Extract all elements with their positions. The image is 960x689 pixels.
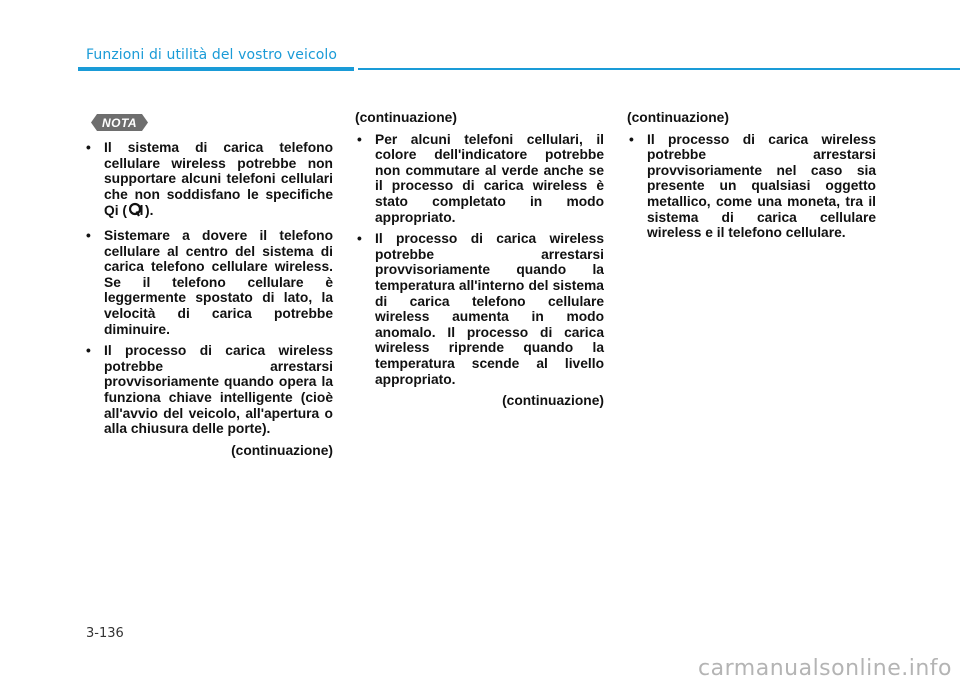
- continuation-heading: (continuazione): [627, 110, 729, 125]
- column-2: [349, 110, 604, 409]
- header-rule-accent: [78, 67, 354, 71]
- section-title: Funzioni di utilità del vostro veicolo: [86, 47, 338, 63]
- watermark: carmanualsonline.info: [698, 656, 952, 681]
- continuation-label: (continuazione): [231, 442, 333, 458]
- page-number: 3-136: [86, 626, 124, 641]
- list-item: • Il sistema di carica telefono cellulare wireless potrebbe non supportare alcuni telefoni cellulari che non soddisfano le specifiche Qi ( ).: [84, 140, 333, 222]
- list-item: • Il processo di carica wireless potrebbe arrestarsi provvisoriamente nel caso sia presente un qualsiasi oggetto metallico, come una moneta, tra il sistema di carica cellulare wireless e il telefono cellulare.: [627, 132, 876, 241]
- header-rule: [358, 68, 960, 70]
- qi-logo-icon: [129, 202, 143, 222]
- column-3: [621, 110, 876, 247]
- note-badge-label: NOTA: [101, 115, 138, 130]
- continuation-heading: (continuazione): [355, 110, 457, 125]
- list-item: • Il processo di carica wireless potrebbe arrestarsi provvisoriamente quando opera la funziona chiave intelligente (cioè all'avvio del veicolo, all'apertura o alla chiusura delle porte).: [84, 343, 333, 437]
- list-item: • Per alcuni telefoni cellulari, il colore dell'indicatore potrebbe non commutare al verde anche se il processo di carica wireless è stato completato in modo appropriato.: [355, 132, 604, 226]
- note-badge: [91, 114, 148, 131]
- continuation-label: (continuazione): [502, 393, 604, 409]
- list-item: • Il processo di carica wireless potrebbe arrestarsi provvisoriamente quando la temperatura all'interno del sistema di carica telefono cellulare wireless aumenta in modo anomalo. Il processo di carica wireless riprende quando la temperatura scende al livello appropriato.: [355, 231, 604, 387]
- column-1: [78, 140, 333, 458]
- list-item: • Sistemare a dovere il telefono cellulare al centro del sistema di carica telefono cellulare wireless. Se il telefono cellulare è leggermente spostato di lato, la velocità di carica potrebbe diminuire.: [84, 228, 333, 337]
